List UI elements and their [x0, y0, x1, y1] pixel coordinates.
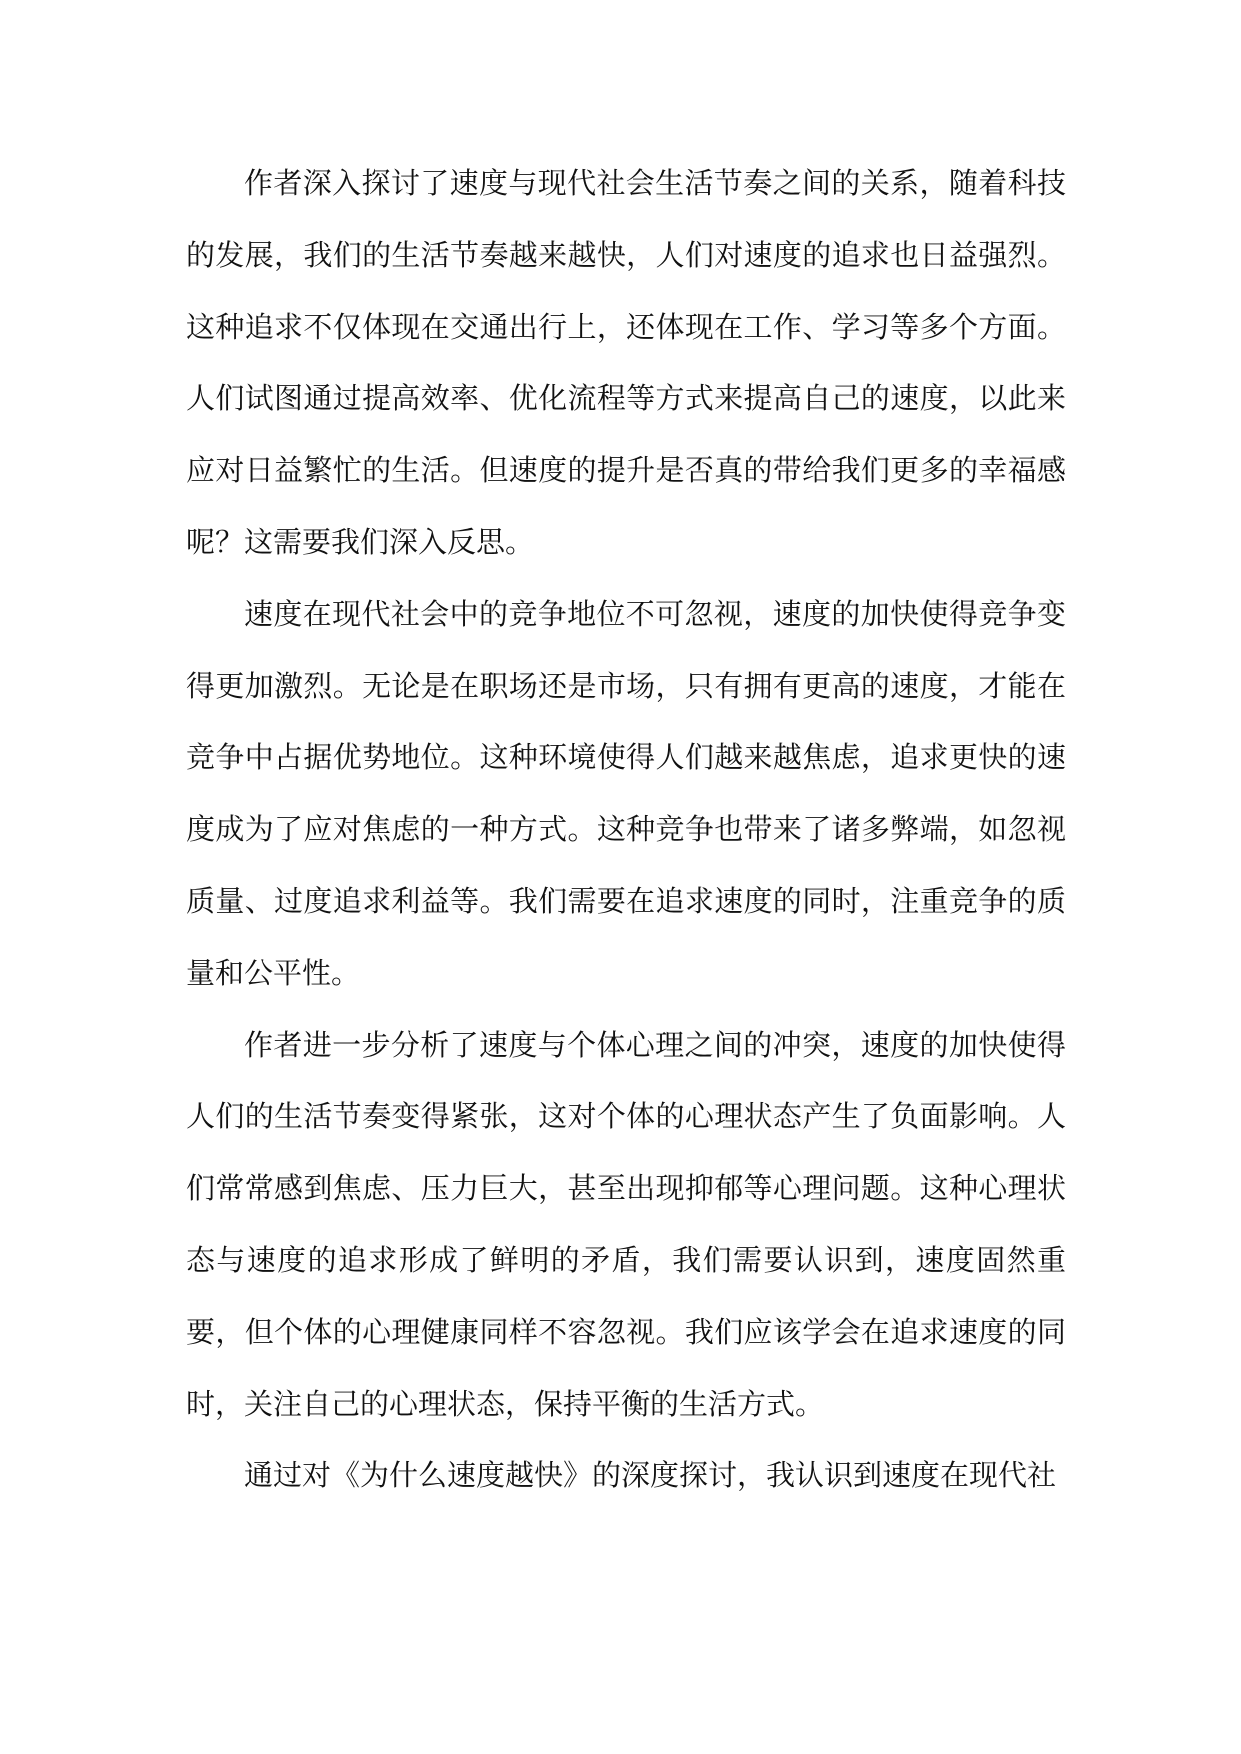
paragraph-2: 速度在现代社会中的竞争地位不可忽视，速度的加快使得竞争变得更加激烈。无论是在职场还是市场，只有拥有更高的速度，才能在竞争中占据优势地位。这种环境使得人们越来越焦虑，追求更快的速度成为了应对焦虑的一种方式。这种竞争也带来了诸多弊端，如忽视质量、过度追求利益等。我们需要在追求速度的同时，注重竞争的质量和公平性。 — [186, 596, 1066, 990]
document-body — [186, 148, 1066, 1512]
paragraph-4: 通过对《为什么速度越快》的深度探讨，我认识到速度在现代社 — [244, 1458, 1057, 1493]
paragraph-1: 作者深入探讨了速度与现代社会生活节奏之间的关系，随着科技的发展，我们的生活节奏越来越快，人们对速度的追求也日益强烈。这种追求不仅体现在交通出行上，还体现在工作、学习等多个方面。人们试图通过提高效率、优化流程等方式来提高自己的速度，以此来应对日益繁忙的生活。但速度的提升是否真的带给我们更多的幸福感呢？这需要我们深入反思。 — [186, 166, 1066, 559]
paragraph-3: 作者进一步分析了速度与个体心理之间的冲突，速度的加快使得人们的生活节奏变得紧张，这对个体的心理状态产生了负面影响。人们常常感到焦虑、压力巨大，甚至出现抑郁等心理问题。这种心理状态与速度的追求形成了鲜明的矛盾，我们需要认识到，速度固然重要，但个体的心理健康同样不容忽视。我们应该学会在追求速度的同时，关注自己的心理状态，保持平衡的生活方式。 — [186, 1027, 1066, 1421]
